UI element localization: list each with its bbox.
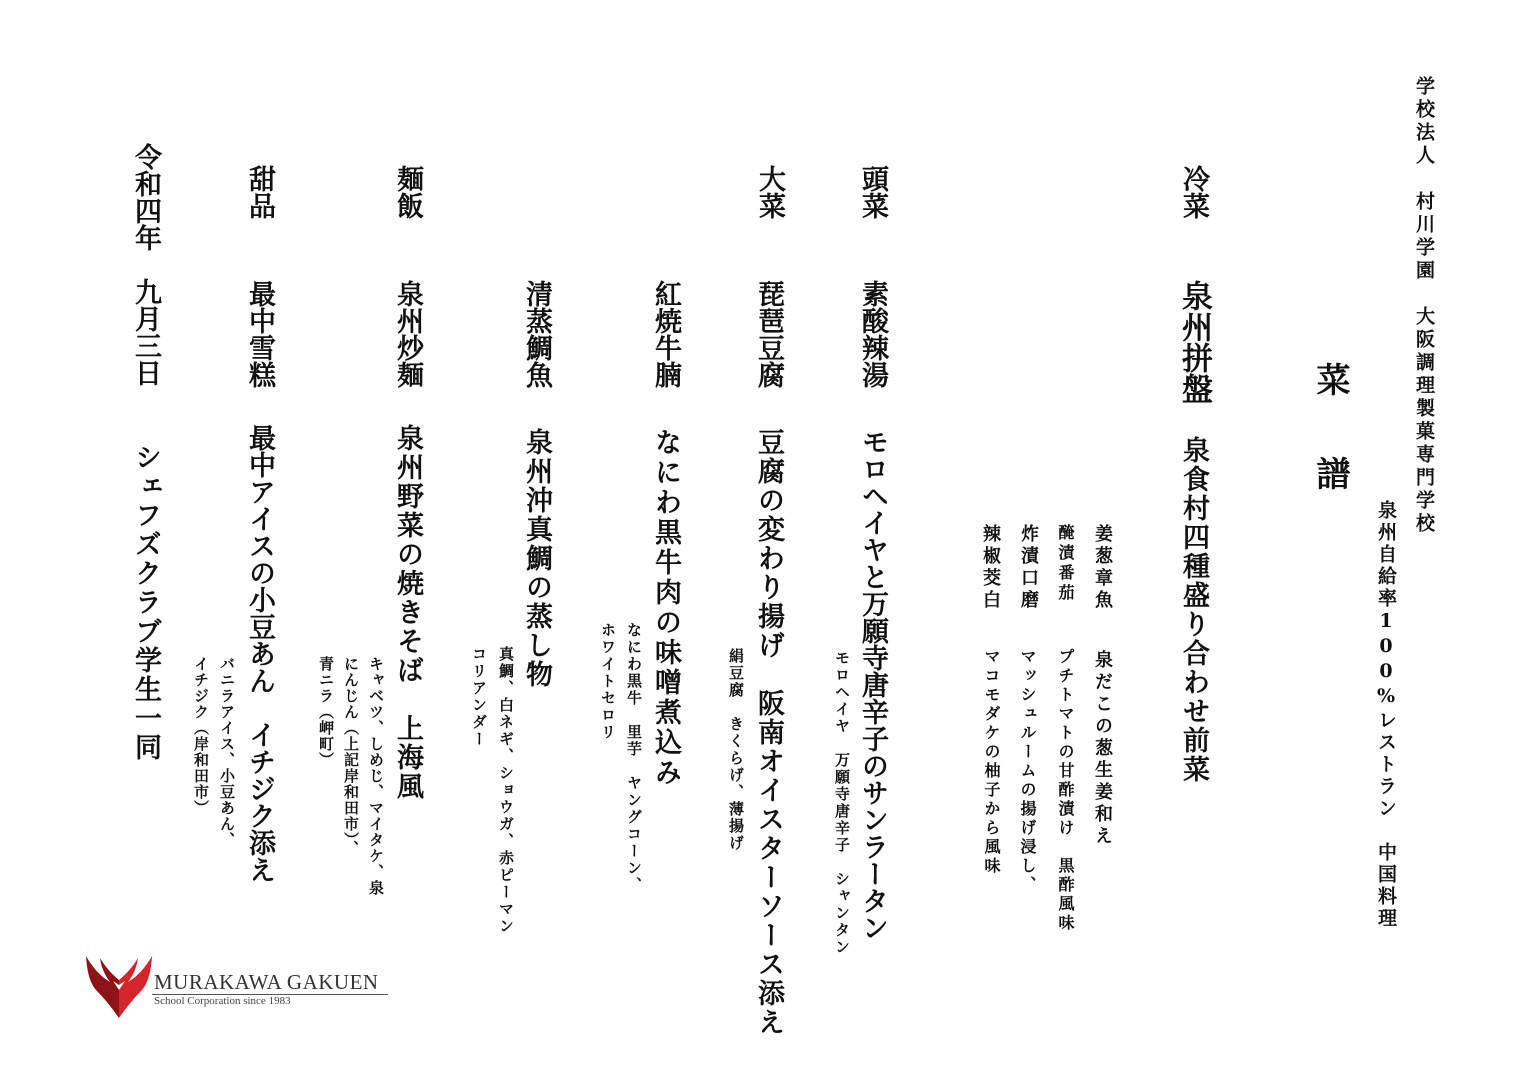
ingredients-line: イチジク（岸和田市）: [192, 656, 210, 816]
logo-subtitle: School Corporation since 1983: [154, 995, 291, 1007]
dish-description-fish: 泉州沖真鯛の蒸し物: [521, 428, 552, 689]
menu-title: 菜譜: [1310, 362, 1350, 550]
ingredients-line: にんじん（上記岸和田市）、: [342, 656, 360, 857]
ingredients-line: モロヘイヤ 万願寺唐辛子 シャンタン: [833, 650, 851, 956]
signature: シェフズクラブ学生一同: [130, 443, 161, 762]
sub-item-detail: 泉だこの葱生姜和え: [1092, 650, 1113, 848]
course-category-main: 大菜: [754, 165, 785, 219]
dish-description-dessert: 最中アイスの小豆あん イチジク添え: [244, 424, 275, 883]
school-name: 学校法人 村川学園 大阪調理製菓専門学校: [1413, 76, 1435, 536]
ingredients-line: ホワイトセロリ: [599, 622, 617, 741]
sub-item-name: 炸漬口磨: [1018, 524, 1039, 612]
dish-description-soup: モロヘイヤと万願寺唐辛子のサンラータン: [857, 428, 888, 941]
dish-name-cold: 泉州拼盤: [1176, 280, 1212, 404]
dish-name-dessert: 最中雪糕: [244, 280, 275, 388]
sub-item-name: 醃漬番茄: [1056, 524, 1075, 604]
sub-item-name: 姜葱章魚: [1092, 524, 1113, 612]
event-date: 令和四年 九月三日: [130, 143, 161, 386]
ingredients-line: コリアンダー: [470, 646, 488, 748]
ingredients-line: なにわ黒牛 里芋 ヤングコーン、: [625, 622, 643, 894]
restaurant-name: 泉州自給率100%レストラン 中国料理: [1375, 500, 1397, 930]
course-category-dessert: 甜品: [244, 165, 275, 219]
dish-name-noodle: 泉州炒麺: [392, 280, 423, 388]
dish-description-cold: 泉食村四種盛り合わせ前菜: [1178, 436, 1209, 784]
dish-name-soup: 素酸辣湯: [857, 280, 888, 388]
ingredients-line: バニラアイス、小豆あん、: [218, 656, 236, 848]
dish-name-fish: 清蒸鯛魚: [521, 280, 552, 388]
sub-item-name: 辣椒茭白: [980, 524, 1001, 612]
dish-description-noodle: 泉州野菜の焼きそば 上海風: [392, 424, 423, 801]
logo-name: MURAKAWA GAKUEN: [154, 970, 379, 994]
dish-description-tofu: 豆腐の変わり揚げ 阪南オイスターソース添え: [753, 428, 784, 1037]
course-category-noodle: 麺飯: [392, 165, 423, 219]
dish-description-beef: なにわ黒牛肉の味噌煮込み: [650, 428, 681, 788]
ingredients-line: 真鯛、白ネギ、ショウガ、赤ピーマン: [497, 646, 515, 935]
sub-item-detail: プチトマトの甘酢漬け 黒酢風味: [1056, 648, 1075, 933]
course-category-cold: 冷菜: [1178, 165, 1209, 219]
dish-name-beef: 紅焼牛腩: [650, 280, 681, 388]
murakawa-logo: [84, 950, 404, 1022]
dish-name-tofu: 琵琶豆腐: [753, 280, 784, 388]
ingredients-line: 絹豆腐 きくらげ、薄揚げ: [727, 648, 745, 852]
sub-item-detail: マッシュルームの揚げ浸し、: [1018, 648, 1037, 895]
ingredients-line: キャベツ、しめじ、マイタケ、泉: [367, 656, 385, 896]
wings-icon: [84, 950, 154, 1020]
course-category-soup: 頭菜: [857, 165, 888, 219]
sub-item-detail: マコモダケの柚子から風味: [982, 648, 1001, 876]
ingredients-line: 青ニラ（岬町）: [317, 656, 335, 768]
